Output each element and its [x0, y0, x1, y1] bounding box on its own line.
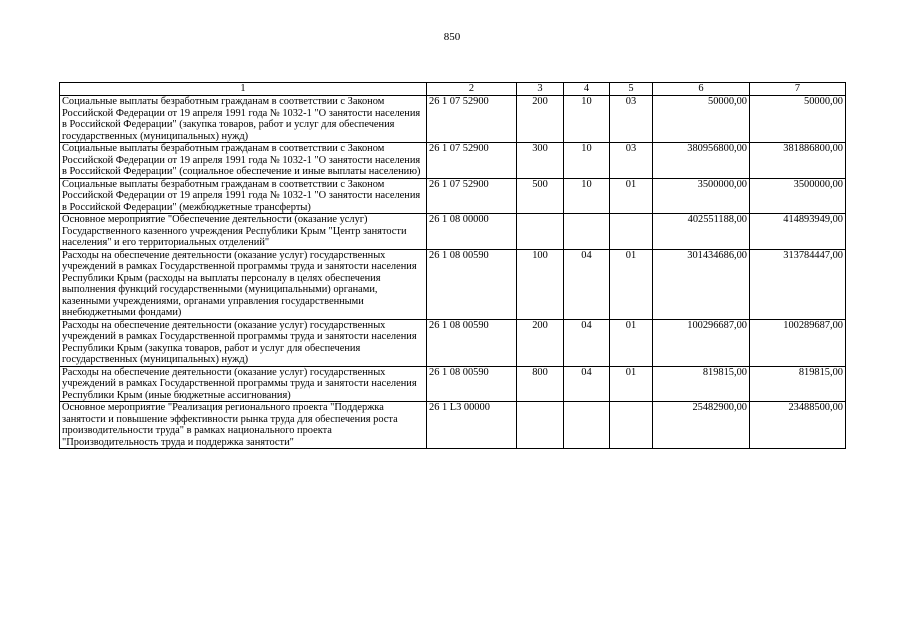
row-amount-col6: 402551188,00 [653, 214, 750, 250]
column-header: 4 [564, 83, 610, 96]
row-target-article: 26 1 07 52900 [427, 96, 517, 143]
table-row [60, 249, 846, 319]
row-name: Расходы на обеспечение деятельности (оказание услуг) государственных учреждений в рамках Государственной программы труда и занятости населения Республики Крым (иные бюджетные ассигнования) [60, 366, 427, 402]
row-subsection: 03 [610, 96, 653, 143]
row-name: Основное мероприятие "Реализация регионального проекта "Поддержка занятости и повышение эффективности рынка труда для обеспечения роста производительности труда" в рамках национального проекта "Производительность труда и поддержка занятости" [60, 402, 427, 449]
row-subsection [610, 214, 653, 250]
row-name: Социальные выплаты безработным гражданам в соответствии с Законом Российской Федерации от 19 апреля 1991 года № 1032-1 "О занятости населения в Российской Федерации" (закупка товаров, работ и услуг для обеспечения государственных (муниципальных) нужд) [60, 96, 427, 143]
row-target-article: 26 1 07 52900 [427, 143, 517, 179]
row-amount-col7: 819815,00 [750, 366, 846, 402]
row-expense-type [517, 402, 564, 449]
table-row [60, 178, 846, 214]
table-row [60, 366, 846, 402]
row-name: Расходы на обеспечение деятельности (оказание услуг) государственных учреждений в рамках Государственной программы труда и занятости населения Республики Крым (закупка товаров, работ и услуг для обеспечения государственных (муниципальных) нужд) [60, 319, 427, 366]
row-target-article: 26 1 08 00590 [427, 319, 517, 366]
row-expense-type: 200 [517, 96, 564, 143]
row-name: Социальные выплаты безработным гражданам в соответствии с Законом Российской Федерации от 19 апреля 1991 года № 1032-1 "О занятости населения в Российской Федерации" (межбюджетные трансферты) [60, 178, 427, 214]
row-amount-col7: 3500000,00 [750, 178, 846, 214]
table-row [60, 402, 846, 449]
row-section [564, 402, 610, 449]
row-amount-col6: 25482900,00 [653, 402, 750, 449]
row-expense-type: 800 [517, 366, 564, 402]
row-name: Расходы на обеспечение деятельности (оказание услуг) государственных учреждений в рамках Государственной программы труда и занятости населения Республики Крым (расходы на выплаты персоналу в целях обеспечения выполнения функций государственными (муниципальными) органами, казенными учреждениями, органами управления государственными внебюджетными фондами) [60, 249, 427, 319]
column-header: 1 [60, 83, 427, 96]
row-subsection: 01 [610, 249, 653, 319]
column-header: 6 [653, 83, 750, 96]
row-subsection: 01 [610, 366, 653, 402]
row-amount-col6: 819815,00 [653, 366, 750, 402]
row-amount-col6: 3500000,00 [653, 178, 750, 214]
table-row [60, 143, 846, 179]
row-expense-type: 500 [517, 178, 564, 214]
row-section: 10 [564, 143, 610, 179]
column-header: 2 [427, 83, 517, 96]
row-amount-col7: 50000,00 [750, 96, 846, 143]
row-amount-col6: 100296687,00 [653, 319, 750, 366]
row-expense-type: 100 [517, 249, 564, 319]
page-number: 850 [443, 31, 461, 43]
row-amount-col6: 380956800,00 [653, 143, 750, 179]
row-expense-type: 300 [517, 143, 564, 179]
table-row [60, 214, 846, 250]
row-name: Социальные выплаты безработным гражданам в соответствии с Законом Российской Федерации от 19 апреля 1991 года № 1032-1 "О занятости населения в Российской Федерации" (социальное обеспечение и иные выплаты населению) [60, 143, 427, 179]
table-row [60, 96, 846, 143]
row-amount-col6: 50000,00 [653, 96, 750, 143]
column-number-row [60, 83, 846, 96]
table-row [60, 319, 846, 366]
row-amount-col7: 414893949,00 [750, 214, 846, 250]
row-section: 04 [564, 366, 610, 402]
row-amount-col7: 100289687,00 [750, 319, 846, 366]
row-target-article: 26 1 07 52900 [427, 178, 517, 214]
column-header: 7 [750, 83, 846, 96]
row-target-article: 26 1 L3 00000 [427, 402, 517, 449]
row-subsection [610, 402, 653, 449]
budget-table [59, 82, 846, 449]
row-target-article: 26 1 08 00590 [427, 366, 517, 402]
row-section [564, 214, 610, 250]
row-section: 10 [564, 178, 610, 214]
row-expense-type [517, 214, 564, 250]
column-header: 3 [517, 83, 564, 96]
row-subsection: 03 [610, 143, 653, 179]
column-header: 5 [610, 83, 653, 96]
row-target-article: 26 1 08 00590 [427, 249, 517, 319]
row-target-article: 26 1 08 00000 [427, 214, 517, 250]
row-amount-col7: 23488500,00 [750, 402, 846, 449]
row-name: Основное мероприятие "Обеспечение деятельности (оказание услуг) Государственного казенного учреждения Республики Крым "Центр занятости населения" и его территориальных отделений" [60, 214, 427, 250]
row-amount-col6: 301434686,00 [653, 249, 750, 319]
row-subsection: 01 [610, 319, 653, 366]
row-section: 04 [564, 319, 610, 366]
row-section: 10 [564, 96, 610, 143]
row-amount-col7: 313784447,00 [750, 249, 846, 319]
row-amount-col7: 381886800,00 [750, 143, 846, 179]
row-expense-type: 200 [517, 319, 564, 366]
row-subsection: 01 [610, 178, 653, 214]
row-section: 04 [564, 249, 610, 319]
